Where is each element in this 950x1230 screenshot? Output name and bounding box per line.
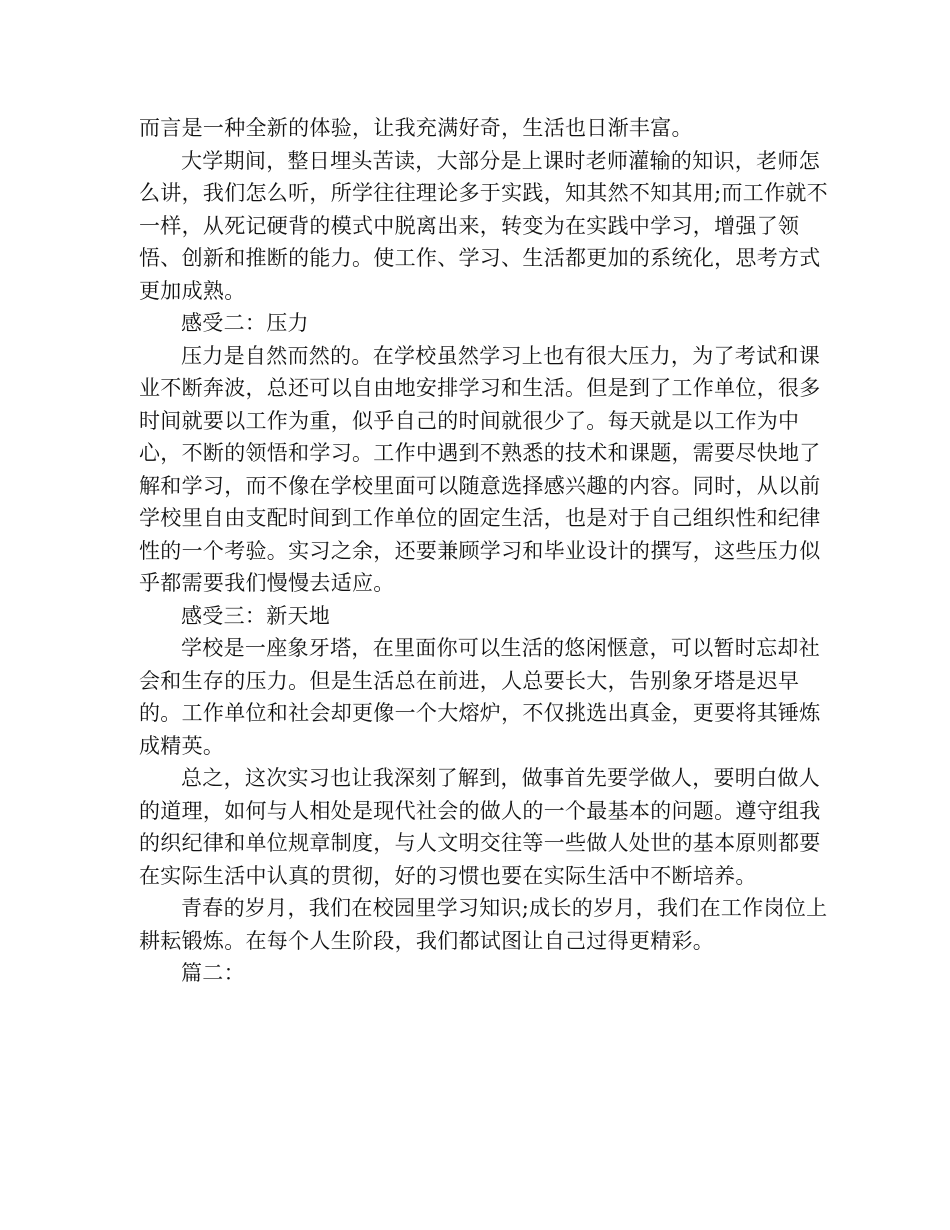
paragraph-3: 压力是自然而然的。在学校虽然学习上也有很大压力，为了考试和课业不断奔波，总还可以自由地安排学习和生活。但是到了工作单位，很多时间就要以工作为重，似乎自己的时间就很少了。每天就是以工作为中心，不断的领悟和学习。工作中遇到不熟悉的技术和课题，需要尽快地了解和学习，而不像在学校里面可以随意选择感兴趣的内容。同时，从以前学校里自由支配时间到工作单位的固定生活，也是对于自己组织性和纪律性的一个考验。实习之余，还要兼顾学习和毕业设计的撰写，这些压力似乎都需要我们慢慢去适应。 [139,343,821,595]
paragraph-2: 大学期间，整日埋头苦读，大部分是上课时老师灌输的知识，老师怎么讲，我们怎么听，所学往往理论多于实践，知其然不知其用;而工作就不一样，从死记硬背的模式中脱离出来，转变为在实践中学习，增强了领悟、创新和推断的能力。使工作、学习、生活都更加的系统化，思考方式更加成熟。 [139,148,828,303]
part-heading: 篇二： [181,961,245,985]
paragraph-4: 学校是一座象牙塔，在里面你可以生活的悠闲惬意，可以暂时忘却社会和生存的压力。但是生活总在前进，人总要长大，告别象牙塔是迟早的。工作单位和社会却更像一个大熔炉，不仅挑选出真金，更要将其锤炼成精英。 [139,636,821,758]
paragraph-5: 总之，这次实习也让我深刻了解到，做事首先要学做人，要明白做人的道理，如何与人相处是现代社会的做人的一个最基本的问题。遵守组我的织纪律和单位规章制度，与人文明交往等一些做人处世的基本原则都要在实际生活中认真的贯彻，好的习惯也要在实际生活中不断培养。 [139,766,821,888]
section-heading-2: 感受二：压力 [181,311,309,335]
body-text [139,112,829,990]
paragraph-1: 而言是一种全新的体验，让我充满好奇，生活也日渐丰富。 [139,116,693,140]
section-heading-3: 感受三：新天地 [181,603,331,628]
paragraph-6: 青春的岁月，我们在校园里学习知识;成长的岁月，我们在工作岗位上耕耘锻炼。在每个人生阶段，我们都试图让自己过得更精彩。 [139,896,828,953]
